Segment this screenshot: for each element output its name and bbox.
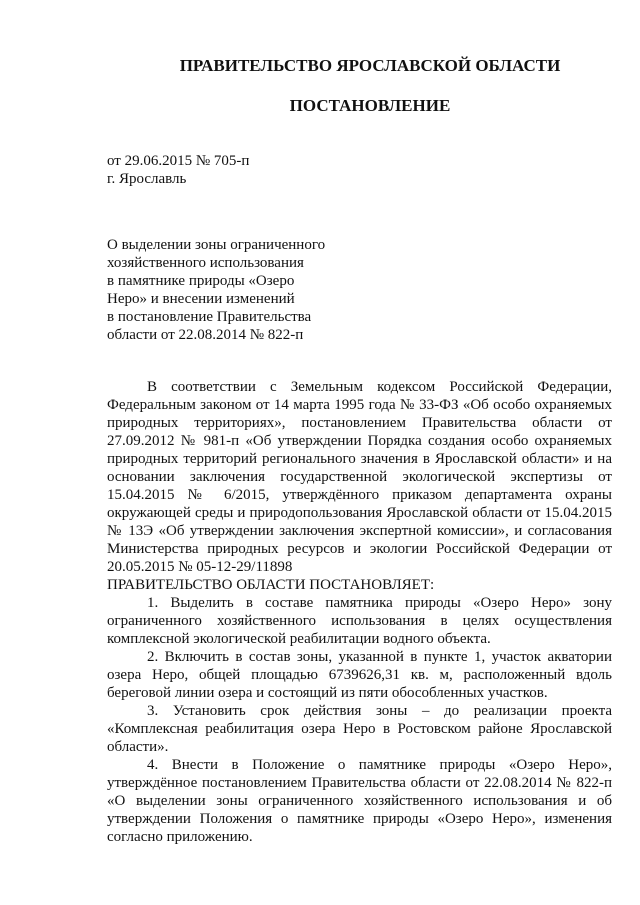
document-type-heading: ПОСТАНОВЛЕНИЕ: [289, 96, 451, 115]
date-number: от 29.06.2015 № 705-п: [107, 153, 250, 169]
government-title: ПРАВИТЕЛЬСТВО ЯРОСЛАВСКОЙ ОБЛАСТИ: [179, 56, 561, 75]
clause-4: 4. Внести в Положение о памятнике природы «Озеро Неро», утверждённое постановлением Правительства области от 22.08.2014 № 822-п «О выделении зоны ограниченного хозяйственного использования и об утверждении Положения о памятнике природы «Озеро Неро», изменения согласно приложению.: [107, 757, 612, 845]
subject-line: области от 22.08.2014 № 822-п: [107, 327, 304, 343]
subject-line: Неро» и внесении изменений: [107, 291, 295, 307]
decree-statement: ПРАВИТЕЛЬСТВО ОБЛАСТИ ПОСТАНОВЛЯЕТ:: [107, 577, 435, 593]
subject-line: в постановление Правительства: [107, 309, 312, 325]
clause-1: 1. Выделить в составе памятника природы «Озеро Неро» зону ограниченного хозяйственного использования в целях осуществления комплексной экологической реабилитации водного объекта.: [107, 595, 612, 647]
clause-2: 2. Включить в состав зоны, указанной в пункте 1, участок акватории озера Неро, общей площадью 6739626,31 кв. м, расположенный вдоль береговой линии озера и состоящий из пяти обособленных участков.: [107, 649, 612, 701]
preamble-paragraph: В соответствии с Земельным кодексом Российской Федерации, Федеральным законом от 14 марта 1995 года № 33-ФЗ «Об особо охраняемых природных территориях», постановлением Правительства области от 27.09.2012 № 981-п «Об утверждении Порядка создания особо охраняемых природных территорий регионального значения в Ярославской области» и на основании заключения государственной экологической экспертизы от 15.04.2015 № 6/2015, утверждённого приказом департамента охраны окружающей среды и природопользования Ярославской области от 15.04.2015 № 13Э «Об утверждении заключения экспертной комиссии», и согласования Министерства природных ресурсов и экологии Российской Федерации от 20.05.2015 № 05-12-29/11898: [107, 379, 612, 575]
subject-line: хозяйственного использования: [107, 255, 304, 271]
subject-line: в памятнике природы «Озеро: [107, 273, 295, 289]
clause-3: 3. Установить срок действия зоны – до реализации проекта «Комплексная реабилитация озера Неро в Ростовском районе Ярославской области».: [107, 703, 612, 755]
subject-line: О выделении зоны ограниченного: [107, 237, 326, 253]
city: г. Ярославль: [107, 171, 187, 187]
document-subject: [107, 236, 325, 344]
document-meta: [107, 152, 249, 188]
document-body: [107, 378, 612, 846]
